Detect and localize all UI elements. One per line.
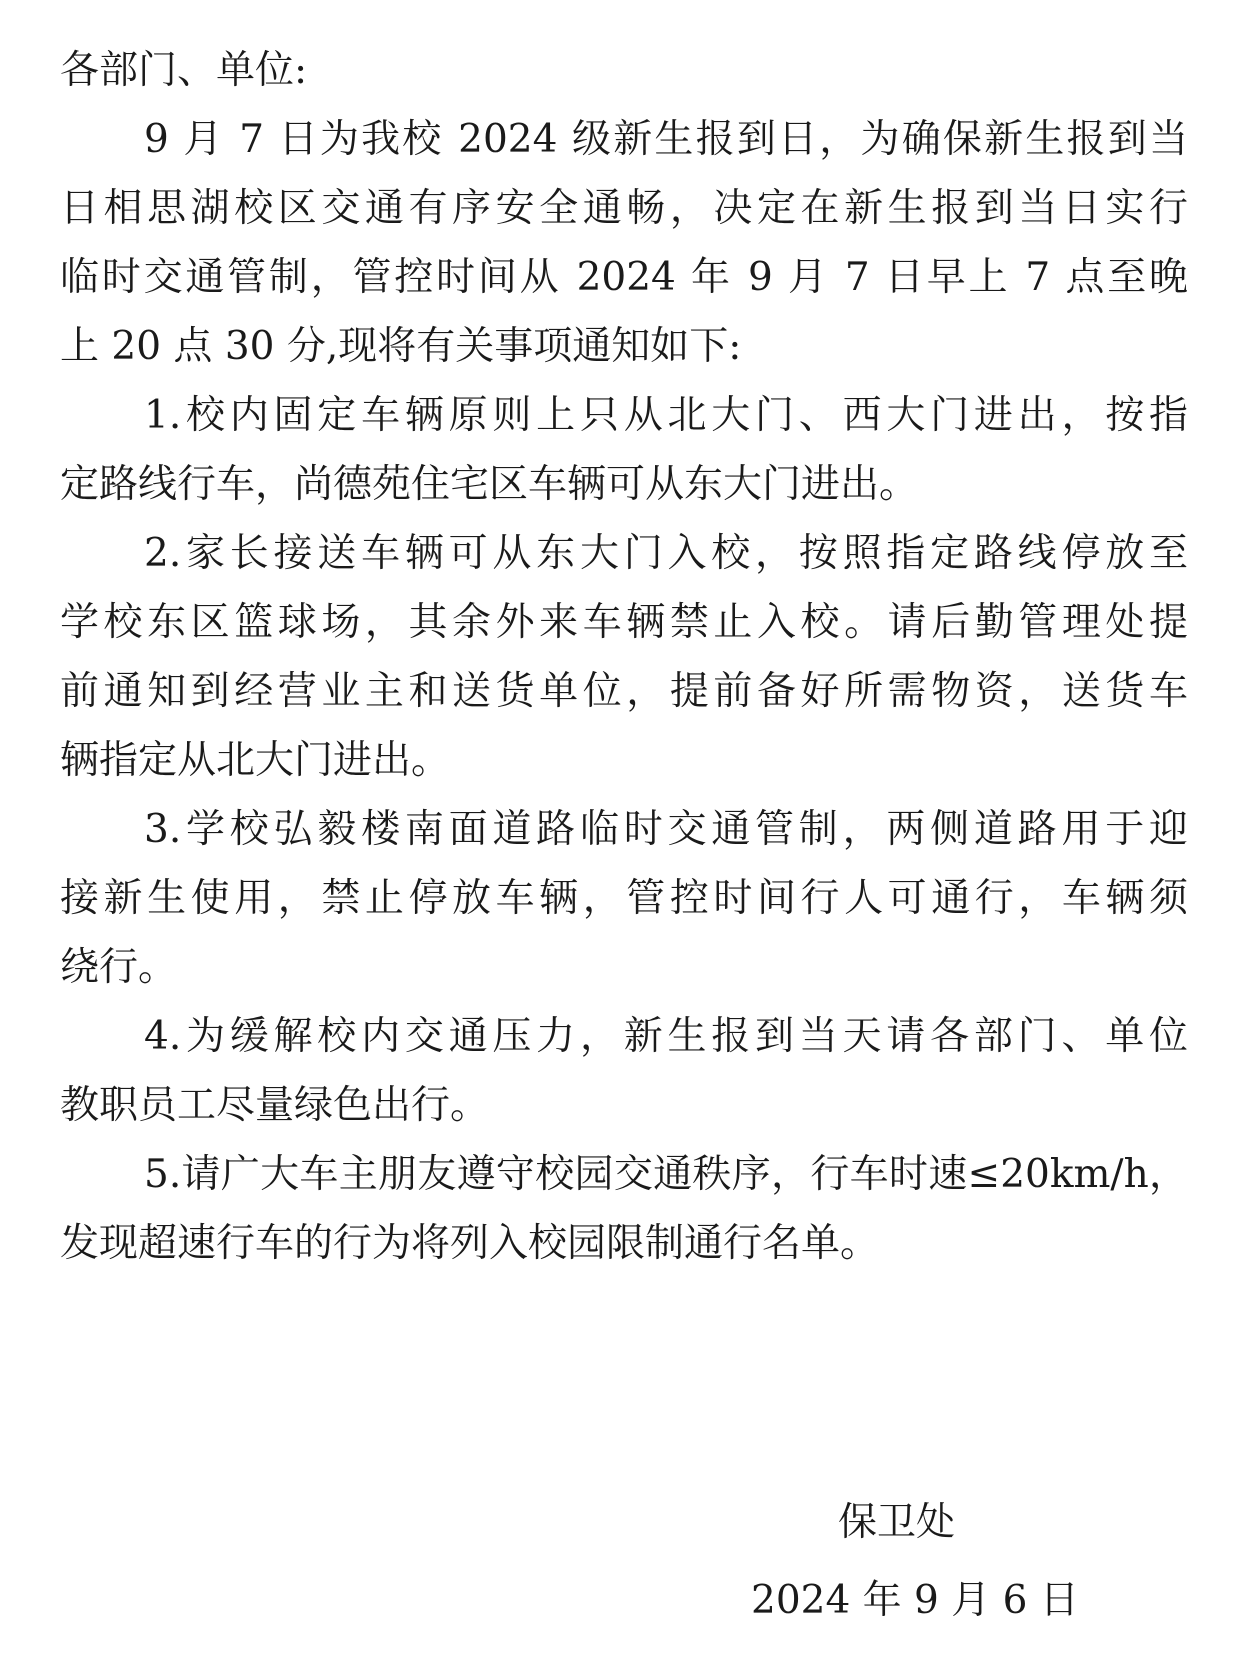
paragraph-item-2 — [60, 519, 1188, 795]
paragraph-line: 5.请广大车主朋友遵守校园交通秩序，行车时速≤20km/h， — [144, 1152, 1188, 1197]
paragraph-line: 辆指定从北大门进出。 — [60, 738, 451, 783]
paragraph-line: 学校东区篮球场，其余外来车辆禁止入校。请后勤管理处提 — [60, 600, 1188, 645]
paragraph-item-5 — [60, 1140, 1188, 1278]
paragraph-line: 绕行。 — [60, 945, 178, 990]
paragraph-line: 1.校内固定车辆原则上只从北大门、西大门进出，按指 — [144, 393, 1188, 438]
paragraph-line: 发现超速行车的行为将列入校园限制通行名单。 — [60, 1221, 880, 1266]
notice-body — [60, 36, 1188, 1278]
paragraph-item-3 — [60, 795, 1188, 1002]
paragraph-line: 3.学校弘毅楼南面道路临时交通管制，两侧道路用于迎 — [144, 807, 1188, 852]
paragraph-line: 9 月 7 日为我校 2024 级新生报到日，为确保新生报到当 — [144, 117, 1188, 162]
paragraph-line: 定路线行车，尚德苑住宅区车辆可从东大门进出。 — [60, 462, 919, 507]
paragraph-line: 2.家长接送车辆可从东大门入校，按照指定路线停放至 — [144, 531, 1188, 576]
signature-date: 2024 年 9 月 6 日 — [751, 1578, 1079, 1623]
paragraph-intro — [60, 105, 1188, 381]
paragraph-line: 4.为缓解校内交通压力，新生报到当天请各部门、单位 — [144, 1014, 1188, 1059]
signature-department: 保卫处 — [838, 1500, 956, 1545]
paragraph-item-4 — [60, 1002, 1188, 1140]
paragraph-line: 接新生使用，禁止停放车辆，管控时间行人可通行，车辆须 — [60, 876, 1188, 921]
paragraph-line: 日相思湖校区交通有序安全通畅，决定在新生报到当日实行 — [60, 186, 1188, 231]
paragraph-line: 临时交通管制，管控时间从 2024 年 9 月 7 日早上 7 点至晚 — [60, 255, 1188, 300]
paragraph-item-1 — [60, 381, 1188, 519]
paragraph-line: 前通知到经营业主和送货单位，提前备好所需物资，送货车 — [60, 669, 1188, 714]
salutation: 各部门、单位: — [60, 48, 308, 93]
paragraph-line: 上 20 点 30 分,现将有关事项通知如下: — [60, 324, 742, 369]
paragraph-line: 教职员工尽量绿色出行。 — [60, 1083, 490, 1128]
